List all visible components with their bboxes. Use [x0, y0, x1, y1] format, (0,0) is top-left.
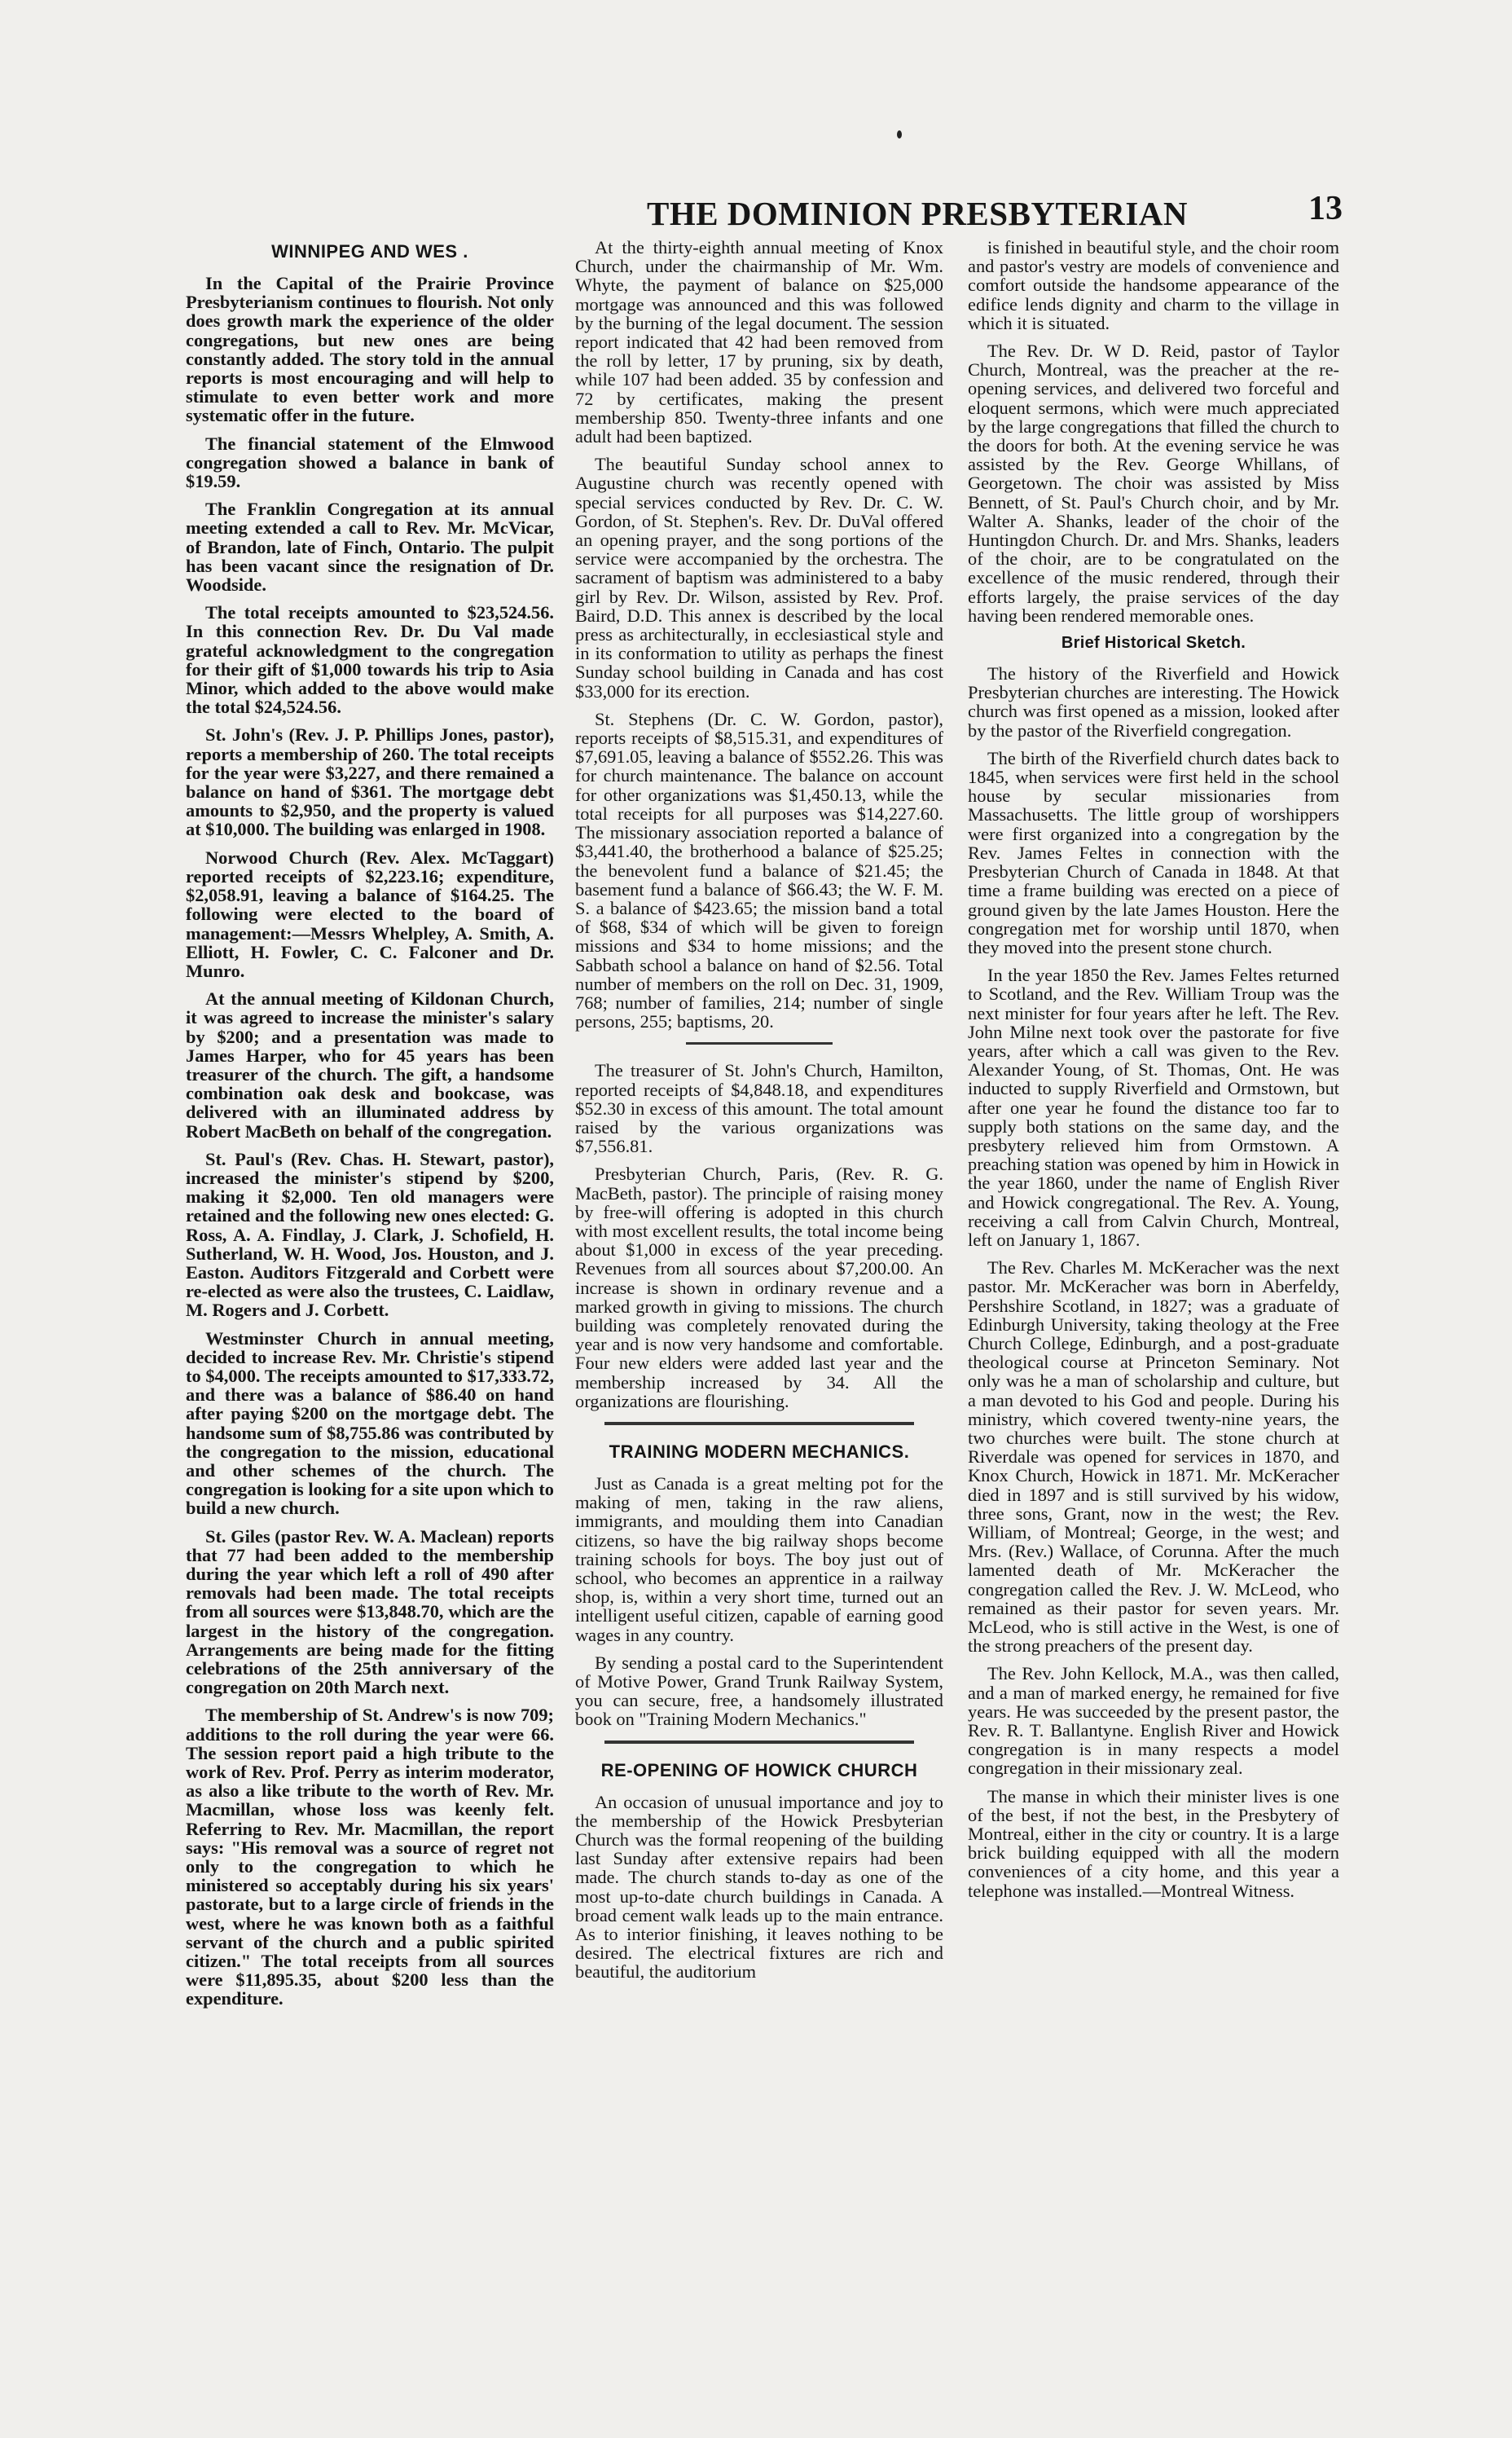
- page-number: 13: [1308, 190, 1343, 227]
- column-1: [186, 238, 554, 2018]
- paragraph: At the thirty-eighth annual meeting of Knox Church, under the chairmanship of Mr. Wm. Whyte, the payment of balance on $25,000 mortgage was announced and this was followed by the burning of the legal document. The session report indicated that 42 had been removed from the roll by letter, 17 by pruning, six by death, while 107 had been added. 35 by confession and 72 by certificates, making the present membership 850. Twenty-three infants and one adult had been baptized.: [575, 237, 943, 447]
- paragraph: St. Giles (pastor Rev. W. A. Maclean) reports that 77 had been added to the membership during the year which left a roll of 490 after removals had been made. The total receipts from all sources were $13,848.70, which are the largest in the history of the congregation. Arrangements are being made for the fitting celebrations of the 25th anniversary of the congregation on 20th March next.: [186, 1525, 554, 1698]
- section-heading-howick: RE-OPENING OF HOWICK CHURCH: [600, 1759, 918, 1780]
- paragraph: St. John's (Rev. J. P. Phillips Jones, pastor), reports a membership of 260. The total receipts for the year were $3,227, and there remained a balance on hand of $361. The mortgage debt amounts to $2,950, and the property is valued at $10,000. The building was enlarged in 1908.: [186, 724, 554, 840]
- ink-speck: [897, 130, 902, 139]
- paragraph: Just as Canada is a great melting pot for the making of men, taking in the raw aliens, immigrants, and moulding them into Canadian citizens, so have the big railway shops become training schools for boys. The boy just out of school, who becomes an apprentice in a railway shop, is, within a very short time, turned out an intelligent useful citizen, capable of earning good wages in any country.: [575, 1472, 943, 1645]
- paragraph: Westminster Church in annual meeting, decided to increase Rev. Mr. Christie's stipend to $4,000. The receipts amounted to $17,333.72, and there was a balance of $86.40 on hand after paying $200 on the mortgage debt. The handsome sum of $8,755.86 was contributed by the congregation to the mission, educational and other schemes of the church. The congregation is looking for a site upon which to build a new church.: [186, 1327, 554, 1519]
- paragraph: The beautiful Sunday school annex to Augustine church was recently opened with special services conducted by Rev. Dr. C. W. Gordon, of St. Stephen's. Rev. Dr. DuVal offered an opening prayer, and the song portions of the service were accompanied by the orchestra. The sacrament of baptism was administered to a baby girl by Rev. Dr. Wilson, assisted by Rev. Prof. Baird, D.D. This annex is described by the local press as architecturally, in ecclesiastical style and in its conformation to utility as perhaps the finest Sunday school building in Canada and has cost $33,000 for its erection.: [575, 454, 943, 702]
- paragraph: Norwood Church (Rev. Alex. McTaggart) reported receipts of $2,223.16; expenditure, $2,058.91, leaving a balance of $164.25. The following were elected to the board of management:—Messrs Whelpley, A. Smith, A. Elliott, H. Fowler, C. C. Falconer and Dr. Munro.: [186, 847, 554, 981]
- brief-notes: [575, 1061, 943, 1410]
- masthead-title: THE DOMINION PRESBYTERIAN: [646, 195, 1189, 232]
- paragraph: The treasurer of St. John's Church, Hamilton, reported receipts of $4,848.18, and expenditures $52.30 in excess of this amount. The total amount raised by the various organizations was $7,556.81.: [575, 1060, 943, 1157]
- paragraph: The birth of the Riverfield church dates back to 1845, when services were first held in the school house by secular missionaries from Massachusetts. The little group of worshippers were first organized into a congregation by the Rev. James Feltes in connection with the Presbyterian Church of Canada in 1848. At that time a frame building was erected on a piece of ground given by the late James Houston. Here the congregation met for worship until 1870, when they moved into the present stone church.: [968, 747, 1339, 957]
- divider-rule: [604, 1740, 914, 1744]
- section-heading-winnipeg: WINNIPEG AND WES .: [271, 241, 468, 262]
- paragraph: The financial statement of the Elmwood congregation showed a balance in bank of $19.59.: [186, 433, 554, 492]
- paragraph: By sending a postal card to the Superintendent of Motive Power, Grand Trunk Railway System, you can secure, free, a handsomely illustrated book on "Training Modern Mechanics.": [575, 1652, 943, 1730]
- paragraph: The history of the Riverfield and Howick Presbyterian churches are interesting. The Howick church was first opened as a mission, looked after by the pastor of the Riverfield congregation.: [968, 663, 1339, 741]
- paragraph: The manse in which their minister lives is one of the best, if not the best, in the Presbytery of Montreal, either in the city or country. It is a large brick building equipped with all the modern conveniences of a city home, and this year a telephone was installed.—Montreal Witness.: [968, 1785, 1339, 1901]
- paragraph: At the annual meeting of Kildonan Church, it was agreed to increase the minister's salary by $200; and a presentation was made to James Harper, who for 45 years has been treasurer of the church. The gift, a handsome combination oak desk and bookcase, was delivered with an illuminated address by Robert MacBeth on behalf of the congregation.: [186, 988, 554, 1142]
- paragraph: The Rev. Dr. W D. Reid, pastor of Taylor Church, Montreal, was the preacher at the re-opening services, and delivered two forceful and eloquent sermons, which were much appreciated by the large congregations that filled the church to the doors for both. At the evening service he was assisted by the Rev. George Whillans, of Georgetown. The choir was assisted by Miss Bennett, of St. Paul's Church choir, and by Mr. Walter A. Shanks, leader of the choir of the Huntingdon Church. Dr. and Mrs. Shanks, leaders of the choir, are to be congratulated on the excellence of the music rendered, through their efforts largely, the praise services of the day having been rendered memorable ones.: [968, 341, 1339, 626]
- historical-sketch-article: [968, 664, 1339, 1900]
- paragraph: In the Capital of the Prairie Province Presbyterianism continues to flourish. Not only does growth mark the experience of the older congregations, but new ones are being constantly added. The story told in the annual reports is most encouraging and will help to stimulate to even better work and more systematic offer in the future.: [186, 273, 554, 426]
- paragraph: is finished in beautiful style, and the choir room and pastor's vestry are models of convenience and comfort outside the handsome appearance of the edifice lends dignity and charm to the village in which it is situated.: [968, 237, 1339, 333]
- paragraph: St. Paul's (Rev. Chas. H. Stewart, pastor), increased the minister's stipend by $200, making it $2,000. Ten old managers were retained and the following new ones elected: G. Ross, A. A. Findlay, J. Clark, J. Schofield, H. Sutherland, W. H. Wood, Jos. Houston, and J. Easton. Auditors Fitzgerald and Corbett were re-elected as were also the trustees, C. Laidlaw, M. Rogers and J. Corbett.: [186, 1148, 554, 1321]
- paragraph: The Rev. John Kellock, M.A., was then called, and a man of marked energy, he remained for five years. He was succeeded by the present pastor, the Rev. R. T. Ballantyne. English River and Howick congregation is in many respects a model congregation in their missionary zeal.: [968, 1663, 1339, 1779]
- divider-rule: [604, 1422, 914, 1425]
- section-heading-historical-sketch: Brief Historical Sketch.: [1061, 634, 1246, 653]
- divider-rule: [686, 1042, 833, 1045]
- paragraph: The Franklin Congregation at its annual meeting extended a call to Rev. Mr. McVicar, of Brandon, late of Finch, Ontario. The pulpit has been vacant since the resignation of Dr. Woodside.: [186, 499, 554, 596]
- howick-article-continued: [968, 238, 1339, 625]
- winnipeg-article: [186, 274, 554, 2009]
- section-heading-mechanics: TRAINING MODERN MECHANICS.: [609, 1441, 910, 1462]
- paragraph: The Rev. Charles M. McKeracher was the next pastor. Mr. McKeracher was born in Aberfeldy, Pershshire Scotland, in 1827; was a graduate of Edinburgh University, taking theology at the Free Church College, Edinburgh, and a post-graduate theological course at Princeton Seminary. Not only was he a man of scholarship and culture, but a man devoted to his God and people. During his ministry, which covered twenty-nine years, the two churches were built. The stone church at Riverdale was opened for services in 1870, and Knox Church, Howick in 1871. Mr. McKeracher died in 1897 and is still survived by his widow, three sons, Grant, now in the west; the Rev. William, of Montreal; George, in the west; and Mrs. (Rev.) Wallace, of Corunna. After the much lamented death of Mr. McKeracher the congregation called the Rev. J. W. McLeod, who remained as their pastor for seven years. Mr. McLeod, who is still active in the West, is one of the strong preachers of the present day.: [968, 1257, 1339, 1657]
- paragraph: The total receipts amounted to $23,524.56. In this connection Rev. Dr. Du Val made grateful acknowledgment to the congregation for their gift of $1,000 towards his trip to Asia Minor, which added to the above would make the total $24,524.56.: [186, 602, 554, 718]
- paragraph: An occasion of unusual importance and joy to the membership of the Howick Presbyterian Church was the formal reopening of the building last Sunday after extensive repairs had been made. The church stands to-day as one of the most up-to-date church buildings in Canada. A broad cement walk leads up to the main entrance. As to interior finishing, it leaves nothing to be desired. The electrical fixtures are rich and beautiful, the auditorium: [575, 1791, 943, 1983]
- column-2: [575, 238, 943, 1991]
- paragraph: St. Stephens (Dr. C. W. Gordon, pastor), reports receipts of $8,515.31, and expenditures of $7,691.05, leaving a balance of $552.26. This was for church maintenance. The balance on account for other organizations was $1,450.13, while the total receipts for all purposes was $14,227.60. The missionary association reported a balance of $3,441.40, the brotherhood a balance of $25.25; the benevolent fund a balance of $21.45; the basement fund a balance of $66.43; the W. F. M. S. a balance of $423.65; the mission band a total of $68, $34 of which will be given to foreign missions and $34 to home missions; and the Sabbath school a balance on hand of $2.56. Total number of members on the roll on Dec. 31, 1909, 768; number of families, 214; number of single persons, 255; baptisms, 20.: [575, 708, 943, 1032]
- paragraph: Presbyterian Church, Paris, (Rev. R. G. MacBeth, pastor). The principle of raising money by free-will offering is adopted in this church with most excellent results, the total income being about $1,000 in excess of the year preceding. Revenues from all sources about $7,200.00. An increase is shown in ordinary revenue and a marked growth in giving to missions. The church building was completely renovated during the year and is now very handsome and comfortable. Four new elders were added last year and the membership increased by 34. All the organizations are flourishing.: [575, 1164, 943, 1411]
- mechanics-article: [575, 1474, 943, 1729]
- howick-article: [575, 1793, 943, 1982]
- winnipeg-article-continued: [575, 238, 943, 1031]
- paragraph: The membership of St. Andrew's is now 709; additions to the roll during the year were 66. The session report paid a high tribute to the work of Rev. Prof. Perry as interim moderator, as also a like tribute to the worth of Rev. Mr. Macmillan, whose loss was keenly felt. Referring to Rev. Mr. Macmillan, the report says: "His removal was a source of regret not only to the congregation to which he ministered so acceptably during his six years' pastorate, but to a large circle of friends in the west, where he was known both as a faithful servant of the church and a public spirited citizen." The total receipts from all sources were $11,895.35, about $200 less than the expenditure.: [186, 1705, 554, 2009]
- paragraph: In the year 1850 the Rev. James Feltes returned to Scotland, and the Rev. William Troup was the next minister for four years after he left. The Rev. John Milne next took over the pastorate for five years, after which a call was given to the Rev. Alexander Young, of St. Thomas, Ont. He was inducted to supply Riverfield and Ormstown, but after one year he found the distance too far to supply both stations on the same day, and the presbytery relieved him from Ormstown. A preaching station was opened by him in Howick in the year 1860, under the name of English River and Howick congregational. The Rev. A. Young, receiving a call from Calvin Church, Montreal, left on January 1, 1867.: [968, 965, 1339, 1250]
- column-3: [968, 238, 1339, 1909]
